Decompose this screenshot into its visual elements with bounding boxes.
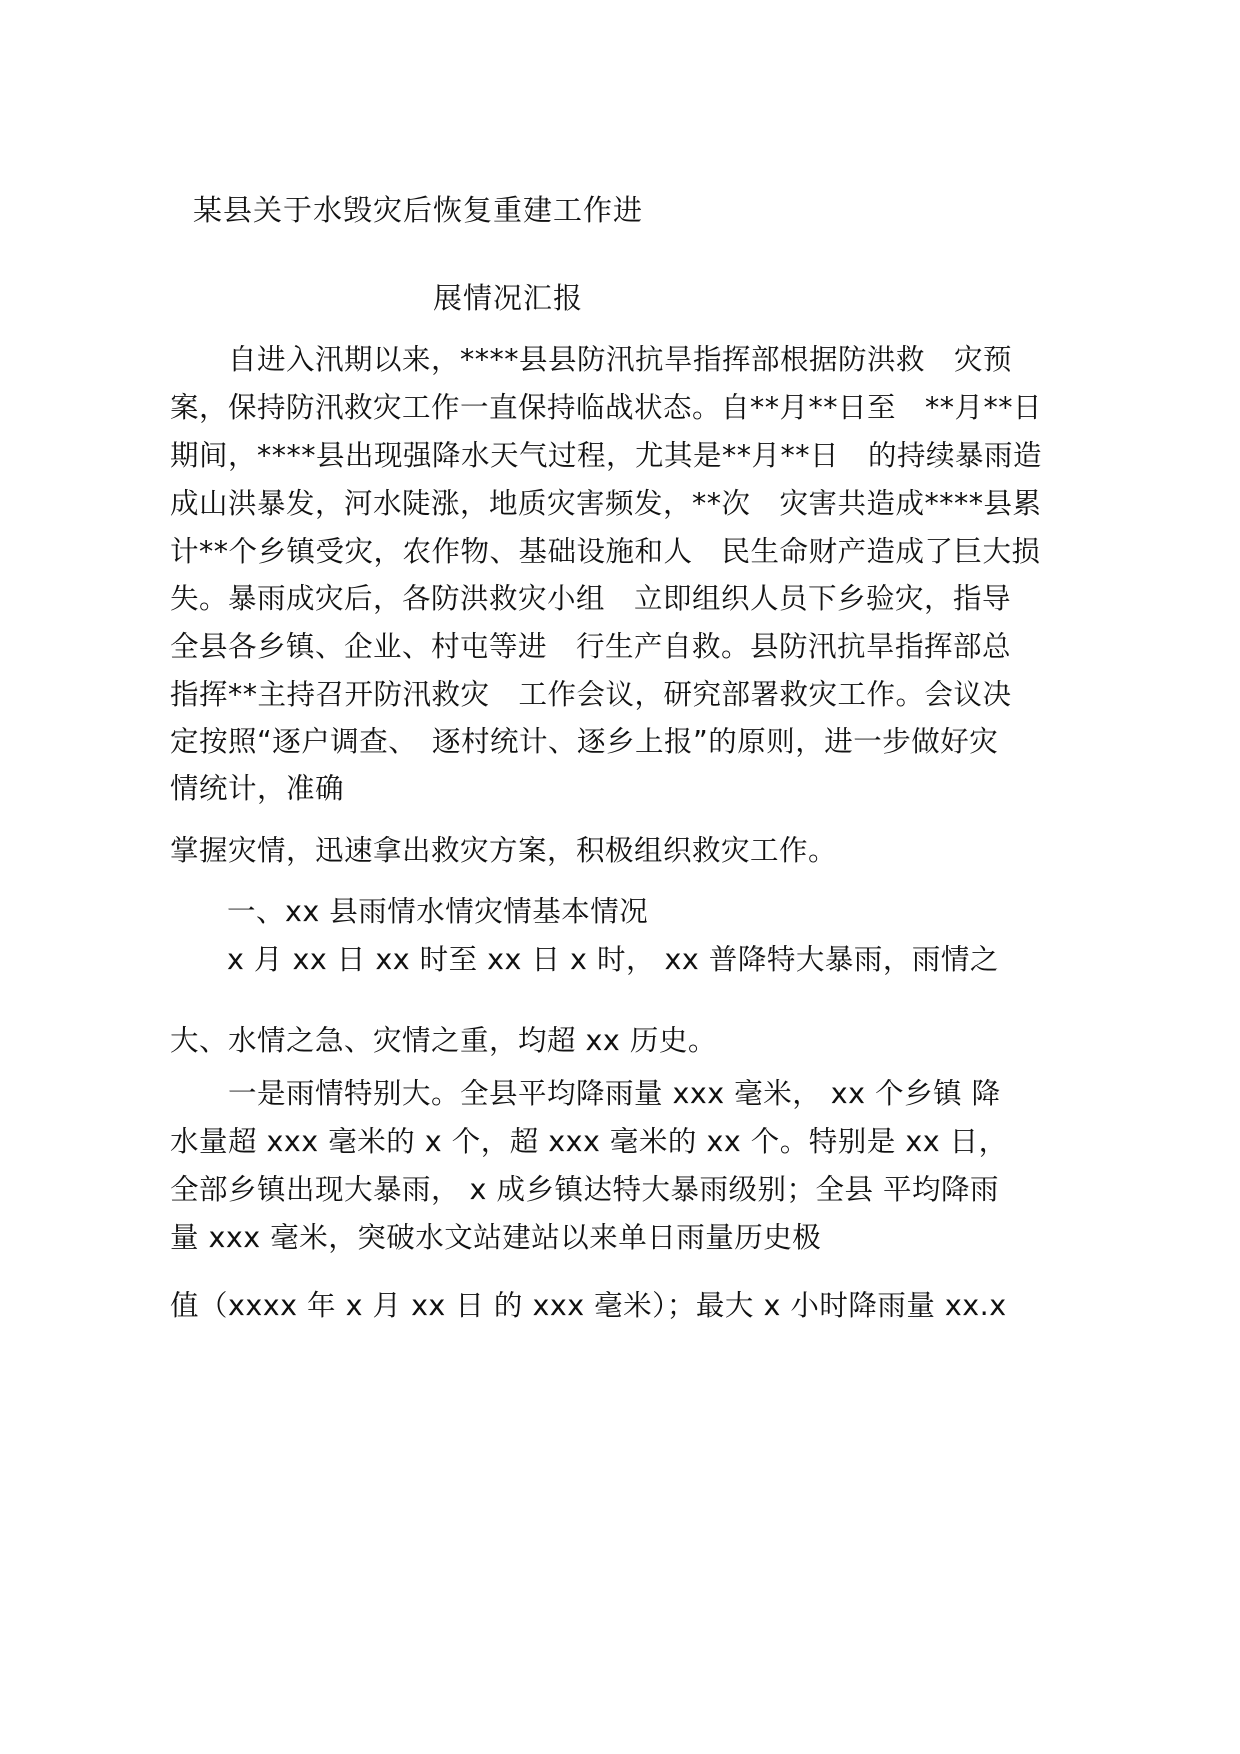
section-1-line-1: x 月 xx 日 xx 时至 xx 日 x 时， xx 普降特大暴雨，雨情之 bbox=[227, 943, 999, 976]
paragraph-1-line-8: 指挥**主持召开防汛救灾 工作会议，研究部署救灾工作。会议决 bbox=[170, 678, 1012, 711]
paragraph-1-line-9: 定按照“逐户调查、 逐村统计、逐乡上报”的原则，进一步做好灾 bbox=[170, 725, 999, 758]
paragraph-1-line-10: 情统计，准确 bbox=[170, 772, 345, 805]
paragraph-1-line-3: 期间，****县出现强降水天气过程，尤其是**月**日 的持续暴雨造 bbox=[170, 439, 1043, 472]
document-title-line-2: 展情况汇报 bbox=[433, 281, 584, 315]
paragraph-1-line-1: 自进入汛期以来，****县县防汛抗旱指挥部根据防洪救 灾预 bbox=[170, 343, 1013, 376]
section-1-heading: 一、xx 县雨情水情灾情基本情况 bbox=[227, 895, 649, 928]
section-1-line-2: 大、水情之急、灾情之重，均超 xx 历史。 bbox=[170, 1024, 717, 1057]
paragraph-1-line-6: 失。暴雨成灾后，各防洪救灾小组 立即组织人员下乡验灾，指导 bbox=[170, 582, 1012, 615]
paragraph-2-line-3: 全部乡镇出现大暴雨， x 成乡镇达特大暴雨级别；全县 平均降雨 bbox=[170, 1173, 1000, 1206]
paragraph-1-line-2: 案，保持防汛救灾工作一直保持临战状态。自**月**日至 **月**日 bbox=[170, 391, 1043, 424]
paragraph-2-line-4: 量 xxx 毫米，突破水文站建站以来单日雨量历史极 bbox=[170, 1221, 822, 1254]
paragraph-1-tail: 掌握灾情，迅速拿出救灾方案，积极组织救灾工作。 bbox=[170, 834, 838, 867]
paragraph-2-line-1: 一是雨情特别大。全县平均降雨量 xxx 毫米， xx 个乡镇 降 bbox=[170, 1077, 1001, 1110]
paragraph-1-line-4: 成山洪暴发，河水陡涨，地质灾害频发，**次 灾害共造成****县累 bbox=[170, 487, 1042, 520]
paragraph-1-line-7: 全县各乡镇、企业、村屯等进 行生产自救。县防汛抗旱指挥部总 bbox=[170, 630, 1012, 663]
document-title-line-1: 某县关于水毁灾后恢复重建工作进 bbox=[193, 193, 644, 227]
paragraph-2-line-2: 水量超 xxx 毫米的 x 个，超 xxx 毫米的 xx 个。特别是 xx 日， bbox=[170, 1125, 1008, 1158]
paragraph-1-line-5: 计**个乡镇受灾，农作物、基础设施和人 民生命财产造成了巨大损 bbox=[170, 535, 1041, 568]
paragraph-2-tail: 值（xxxx 年 x 月 xx 日 的 xxx 毫米）；最大 x 小时降雨量 xx.x bbox=[170, 1289, 1007, 1322]
